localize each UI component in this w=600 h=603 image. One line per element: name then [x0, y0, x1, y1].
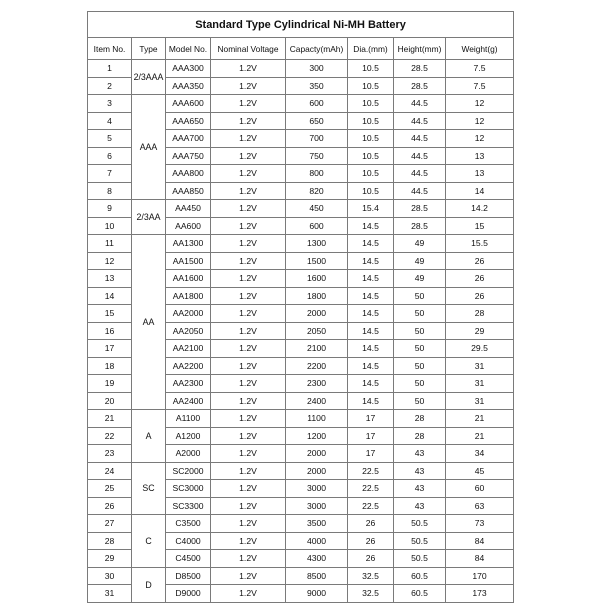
table-row — [88, 462, 514, 480]
cell-height: 28.5 — [394, 60, 446, 78]
cell-nominal-voltage: 1.2V — [211, 340, 286, 358]
cell-nominal-voltage: 1.2V — [211, 392, 286, 410]
cell-weight: 21 — [446, 427, 514, 445]
cell-type: C — [132, 515, 166, 568]
cell-item-no: 22 — [88, 427, 132, 445]
cell-capacity: 2300 — [286, 375, 348, 393]
cell-type: D — [132, 567, 166, 602]
cell-height: 50 — [394, 375, 446, 393]
cell-nominal-voltage: 1.2V — [211, 567, 286, 585]
cell-item-no: 1 — [88, 60, 132, 78]
cell-nominal-voltage: 1.2V — [211, 532, 286, 550]
cell-diameter: 32.5 — [348, 567, 394, 585]
cell-capacity: 9000 — [286, 585, 348, 603]
cell-capacity: 2400 — [286, 392, 348, 410]
cell-model-no: AAA700 — [166, 130, 211, 148]
cell-model-no: C4000 — [166, 532, 211, 550]
cell-model-no: A1200 — [166, 427, 211, 445]
cell-height: 50 — [394, 357, 446, 375]
table-row — [88, 515, 514, 533]
cell-item-no: 18 — [88, 357, 132, 375]
cell-weight: 7.5 — [446, 60, 514, 78]
cell-model-no: AA2050 — [166, 322, 211, 340]
cell-weight: 26 — [446, 252, 514, 270]
cell-capacity: 800 — [286, 165, 348, 183]
cell-weight: 31 — [446, 392, 514, 410]
cell-diameter: 10.5 — [348, 165, 394, 183]
cell-weight: 13 — [446, 165, 514, 183]
cell-height: 49 — [394, 235, 446, 253]
cell-height: 49 — [394, 252, 446, 270]
cell-weight: 28 — [446, 305, 514, 323]
cell-diameter: 10.5 — [348, 112, 394, 130]
cell-capacity: 600 — [286, 95, 348, 113]
cell-height: 28.5 — [394, 217, 446, 235]
cell-nominal-voltage: 1.2V — [211, 427, 286, 445]
cell-nominal-voltage: 1.2V — [211, 480, 286, 498]
cell-height: 49 — [394, 270, 446, 288]
header-capacity: Capacty(mAh) — [286, 38, 348, 60]
cell-model-no: SC2000 — [166, 462, 211, 480]
cell-diameter: 10.5 — [348, 95, 394, 113]
cell-diameter: 17 — [348, 410, 394, 428]
cell-height: 28.5 — [394, 77, 446, 95]
cell-weight: 12 — [446, 95, 514, 113]
cell-capacity: 2000 — [286, 462, 348, 480]
cell-weight: 15.5 — [446, 235, 514, 253]
cell-height: 28 — [394, 410, 446, 428]
cell-height: 28 — [394, 427, 446, 445]
cell-nominal-voltage: 1.2V — [211, 77, 286, 95]
cell-diameter: 10.5 — [348, 130, 394, 148]
cell-type: 2/3AAA — [132, 60, 166, 95]
cell-capacity: 1100 — [286, 410, 348, 428]
cell-nominal-voltage: 1.2V — [211, 130, 286, 148]
cell-diameter: 22.5 — [348, 462, 394, 480]
cell-height: 50.5 — [394, 550, 446, 568]
cell-capacity: 820 — [286, 182, 348, 200]
cell-capacity: 2000 — [286, 305, 348, 323]
header-item-no: Item No. — [88, 38, 132, 60]
cell-model-no: SC3000 — [166, 480, 211, 498]
cell-height: 50.5 — [394, 515, 446, 533]
cell-item-no: 5 — [88, 130, 132, 148]
cell-height: 50 — [394, 340, 446, 358]
cell-diameter: 10.5 — [348, 60, 394, 78]
cell-weight: 170 — [446, 567, 514, 585]
cell-nominal-voltage: 1.2V — [211, 550, 286, 568]
cell-item-no: 9 — [88, 200, 132, 218]
cell-weight: 31 — [446, 375, 514, 393]
cell-capacity: 1300 — [286, 235, 348, 253]
table-row — [88, 567, 514, 585]
cell-model-no: AAA300 — [166, 60, 211, 78]
cell-height: 60.5 — [394, 585, 446, 603]
cell-model-no: AA1800 — [166, 287, 211, 305]
cell-model-no: C3500 — [166, 515, 211, 533]
cell-capacity: 3000 — [286, 480, 348, 498]
cell-capacity: 700 — [286, 130, 348, 148]
cell-type: 2/3AA — [132, 200, 166, 235]
cell-item-no: 15 — [88, 305, 132, 323]
cell-item-no: 20 — [88, 392, 132, 410]
battery-table — [87, 11, 514, 603]
cell-weight: 12 — [446, 112, 514, 130]
cell-capacity: 2050 — [286, 322, 348, 340]
cell-diameter: 10.5 — [348, 77, 394, 95]
cell-model-no: SC3300 — [166, 497, 211, 515]
cell-capacity: 650 — [286, 112, 348, 130]
cell-item-no: 28 — [88, 532, 132, 550]
cell-weight: 34 — [446, 445, 514, 463]
cell-capacity: 2200 — [286, 357, 348, 375]
cell-model-no: AAA600 — [166, 95, 211, 113]
cell-capacity: 2100 — [286, 340, 348, 358]
cell-height: 43 — [394, 497, 446, 515]
cell-model-no: AAA800 — [166, 165, 211, 183]
cell-model-no: A2000 — [166, 445, 211, 463]
cell-capacity: 2000 — [286, 445, 348, 463]
cell-diameter: 14.5 — [348, 392, 394, 410]
cell-weight: 45 — [446, 462, 514, 480]
cell-nominal-voltage: 1.2V — [211, 287, 286, 305]
cell-item-no: 27 — [88, 515, 132, 533]
cell-model-no: AA1300 — [166, 235, 211, 253]
header-weight: Weight(g) — [446, 38, 514, 60]
cell-item-no: 10 — [88, 217, 132, 235]
cell-nominal-voltage: 1.2V — [211, 357, 286, 375]
cell-model-no: AA450 — [166, 200, 211, 218]
cell-height: 60.5 — [394, 567, 446, 585]
cell-nominal-voltage: 1.2V — [211, 515, 286, 533]
cell-diameter: 26 — [348, 532, 394, 550]
cell-weight: 84 — [446, 532, 514, 550]
cell-nominal-voltage: 1.2V — [211, 60, 286, 78]
cell-weight: 73 — [446, 515, 514, 533]
cell-diameter: 14.5 — [348, 340, 394, 358]
cell-height: 50 — [394, 322, 446, 340]
cell-capacity: 3000 — [286, 497, 348, 515]
cell-nominal-voltage: 1.2V — [211, 585, 286, 603]
header-model-no: Model No. — [166, 38, 211, 60]
cell-item-no: 31 — [88, 585, 132, 603]
cell-model-no: C4500 — [166, 550, 211, 568]
cell-item-no: 4 — [88, 112, 132, 130]
cell-model-no: D9000 — [166, 585, 211, 603]
cell-weight: 29.5 — [446, 340, 514, 358]
cell-type: AAA — [132, 95, 166, 200]
cell-nominal-voltage: 1.2V — [211, 270, 286, 288]
cell-model-no: AAA850 — [166, 182, 211, 200]
cell-capacity: 350 — [286, 77, 348, 95]
battery-spec-sheet — [87, 11, 513, 603]
cell-nominal-voltage: 1.2V — [211, 217, 286, 235]
cell-capacity: 600 — [286, 217, 348, 235]
cell-diameter: 14.5 — [348, 287, 394, 305]
cell-model-no: AA2400 — [166, 392, 211, 410]
cell-item-no: 6 — [88, 147, 132, 165]
cell-nominal-voltage: 1.2V — [211, 252, 286, 270]
cell-diameter: 22.5 — [348, 497, 394, 515]
cell-model-no: AA600 — [166, 217, 211, 235]
cell-item-no: 7 — [88, 165, 132, 183]
cell-nominal-voltage: 1.2V — [211, 147, 286, 165]
cell-weight: 13 — [446, 147, 514, 165]
cell-item-no: 12 — [88, 252, 132, 270]
cell-item-no: 17 — [88, 340, 132, 358]
cell-item-no: 21 — [88, 410, 132, 428]
cell-capacity: 8500 — [286, 567, 348, 585]
cell-capacity: 4000 — [286, 532, 348, 550]
cell-height: 50 — [394, 287, 446, 305]
cell-diameter: 17 — [348, 445, 394, 463]
cell-weight: 26 — [446, 287, 514, 305]
cell-nominal-voltage: 1.2V — [211, 165, 286, 183]
cell-model-no: AA1600 — [166, 270, 211, 288]
cell-diameter: 17 — [348, 427, 394, 445]
cell-capacity: 1600 — [286, 270, 348, 288]
cell-item-no: 14 — [88, 287, 132, 305]
cell-weight: 26 — [446, 270, 514, 288]
table-row — [88, 410, 514, 428]
cell-height: 43 — [394, 480, 446, 498]
header-height: Height(mm) — [394, 38, 446, 60]
cell-nominal-voltage: 1.2V — [211, 322, 286, 340]
cell-height: 44.5 — [394, 95, 446, 113]
cell-diameter: 14.5 — [348, 270, 394, 288]
cell-height: 44.5 — [394, 147, 446, 165]
cell-height: 50 — [394, 392, 446, 410]
cell-nominal-voltage: 1.2V — [211, 410, 286, 428]
header-row — [88, 38, 514, 60]
cell-capacity: 300 — [286, 60, 348, 78]
cell-model-no: AA2100 — [166, 340, 211, 358]
cell-weight: 60 — [446, 480, 514, 498]
cell-model-no: AAA750 — [166, 147, 211, 165]
cell-nominal-voltage: 1.2V — [211, 497, 286, 515]
cell-diameter: 10.5 — [348, 147, 394, 165]
cell-model-no: D8500 — [166, 567, 211, 585]
cell-nominal-voltage: 1.2V — [211, 305, 286, 323]
cell-height: 43 — [394, 462, 446, 480]
cell-diameter: 26 — [348, 515, 394, 533]
cell-diameter: 14.5 — [348, 305, 394, 323]
cell-diameter: 14.5 — [348, 235, 394, 253]
cell-diameter: 10.5 — [348, 182, 394, 200]
cell-height: 50.5 — [394, 532, 446, 550]
cell-diameter: 26 — [348, 550, 394, 568]
cell-model-no: AAA650 — [166, 112, 211, 130]
cell-item-no: 13 — [88, 270, 132, 288]
cell-weight: 15 — [446, 217, 514, 235]
cell-diameter: 14.5 — [348, 375, 394, 393]
cell-item-no: 25 — [88, 480, 132, 498]
cell-capacity: 750 — [286, 147, 348, 165]
cell-item-no: 29 — [88, 550, 132, 568]
cell-height: 44.5 — [394, 182, 446, 200]
cell-capacity: 3500 — [286, 515, 348, 533]
cell-height: 44.5 — [394, 165, 446, 183]
cell-height: 28.5 — [394, 200, 446, 218]
header-diameter: Dia.(mm) — [348, 38, 394, 60]
cell-item-no: 3 — [88, 95, 132, 113]
cell-diameter: 14.5 — [348, 322, 394, 340]
cell-nominal-voltage: 1.2V — [211, 235, 286, 253]
cell-diameter: 15.4 — [348, 200, 394, 218]
cell-diameter: 14.5 — [348, 357, 394, 375]
cell-nominal-voltage: 1.2V — [211, 112, 286, 130]
cell-type: AA — [132, 235, 166, 410]
cell-capacity: 1200 — [286, 427, 348, 445]
cell-model-no: A1100 — [166, 410, 211, 428]
cell-model-no: AA2000 — [166, 305, 211, 323]
cell-item-no: 24 — [88, 462, 132, 480]
cell-item-no: 19 — [88, 375, 132, 393]
cell-nominal-voltage: 1.2V — [211, 182, 286, 200]
cell-diameter: 22.5 — [348, 480, 394, 498]
table-row — [88, 200, 514, 218]
cell-weight: 14.2 — [446, 200, 514, 218]
cell-weight: 14 — [446, 182, 514, 200]
cell-item-no: 16 — [88, 322, 132, 340]
cell-capacity: 1500 — [286, 252, 348, 270]
cell-item-no: 26 — [88, 497, 132, 515]
table-row — [88, 60, 514, 78]
cell-model-no: AA2300 — [166, 375, 211, 393]
cell-model-no: AA1500 — [166, 252, 211, 270]
cell-diameter: 14.5 — [348, 252, 394, 270]
cell-nominal-voltage: 1.2V — [211, 375, 286, 393]
table-title: Standard Type Cylindrical Ni-MH Battery — [88, 12, 514, 38]
table-row — [88, 235, 514, 253]
cell-nominal-voltage: 1.2V — [211, 200, 286, 218]
cell-height: 43 — [394, 445, 446, 463]
cell-height: 44.5 — [394, 130, 446, 148]
cell-item-no: 23 — [88, 445, 132, 463]
cell-capacity: 450 — [286, 200, 348, 218]
table-row — [88, 95, 514, 113]
cell-nominal-voltage: 1.2V — [211, 445, 286, 463]
cell-weight: 173 — [446, 585, 514, 603]
cell-weight: 12 — [446, 130, 514, 148]
cell-model-no: AA2200 — [166, 357, 211, 375]
cell-capacity: 1800 — [286, 287, 348, 305]
cell-type: SC — [132, 462, 166, 515]
cell-item-no: 8 — [88, 182, 132, 200]
cell-weight: 7.5 — [446, 77, 514, 95]
cell-weight: 63 — [446, 497, 514, 515]
cell-type: A — [132, 410, 166, 463]
header-type: Type — [132, 38, 166, 60]
table-body — [88, 60, 514, 603]
cell-weight: 31 — [446, 357, 514, 375]
cell-height: 50 — [394, 305, 446, 323]
cell-weight: 29 — [446, 322, 514, 340]
cell-model-no: AAA350 — [166, 77, 211, 95]
cell-item-no: 2 — [88, 77, 132, 95]
cell-item-no: 30 — [88, 567, 132, 585]
cell-item-no: 11 — [88, 235, 132, 253]
cell-diameter: 32.5 — [348, 585, 394, 603]
cell-height: 44.5 — [394, 112, 446, 130]
header-nominal-voltage: Nominal Voltage — [211, 38, 286, 60]
cell-diameter: 14.5 — [348, 217, 394, 235]
cell-nominal-voltage: 1.2V — [211, 462, 286, 480]
cell-weight: 21 — [446, 410, 514, 428]
cell-capacity: 4300 — [286, 550, 348, 568]
cell-nominal-voltage: 1.2V — [211, 95, 286, 113]
cell-weight: 84 — [446, 550, 514, 568]
